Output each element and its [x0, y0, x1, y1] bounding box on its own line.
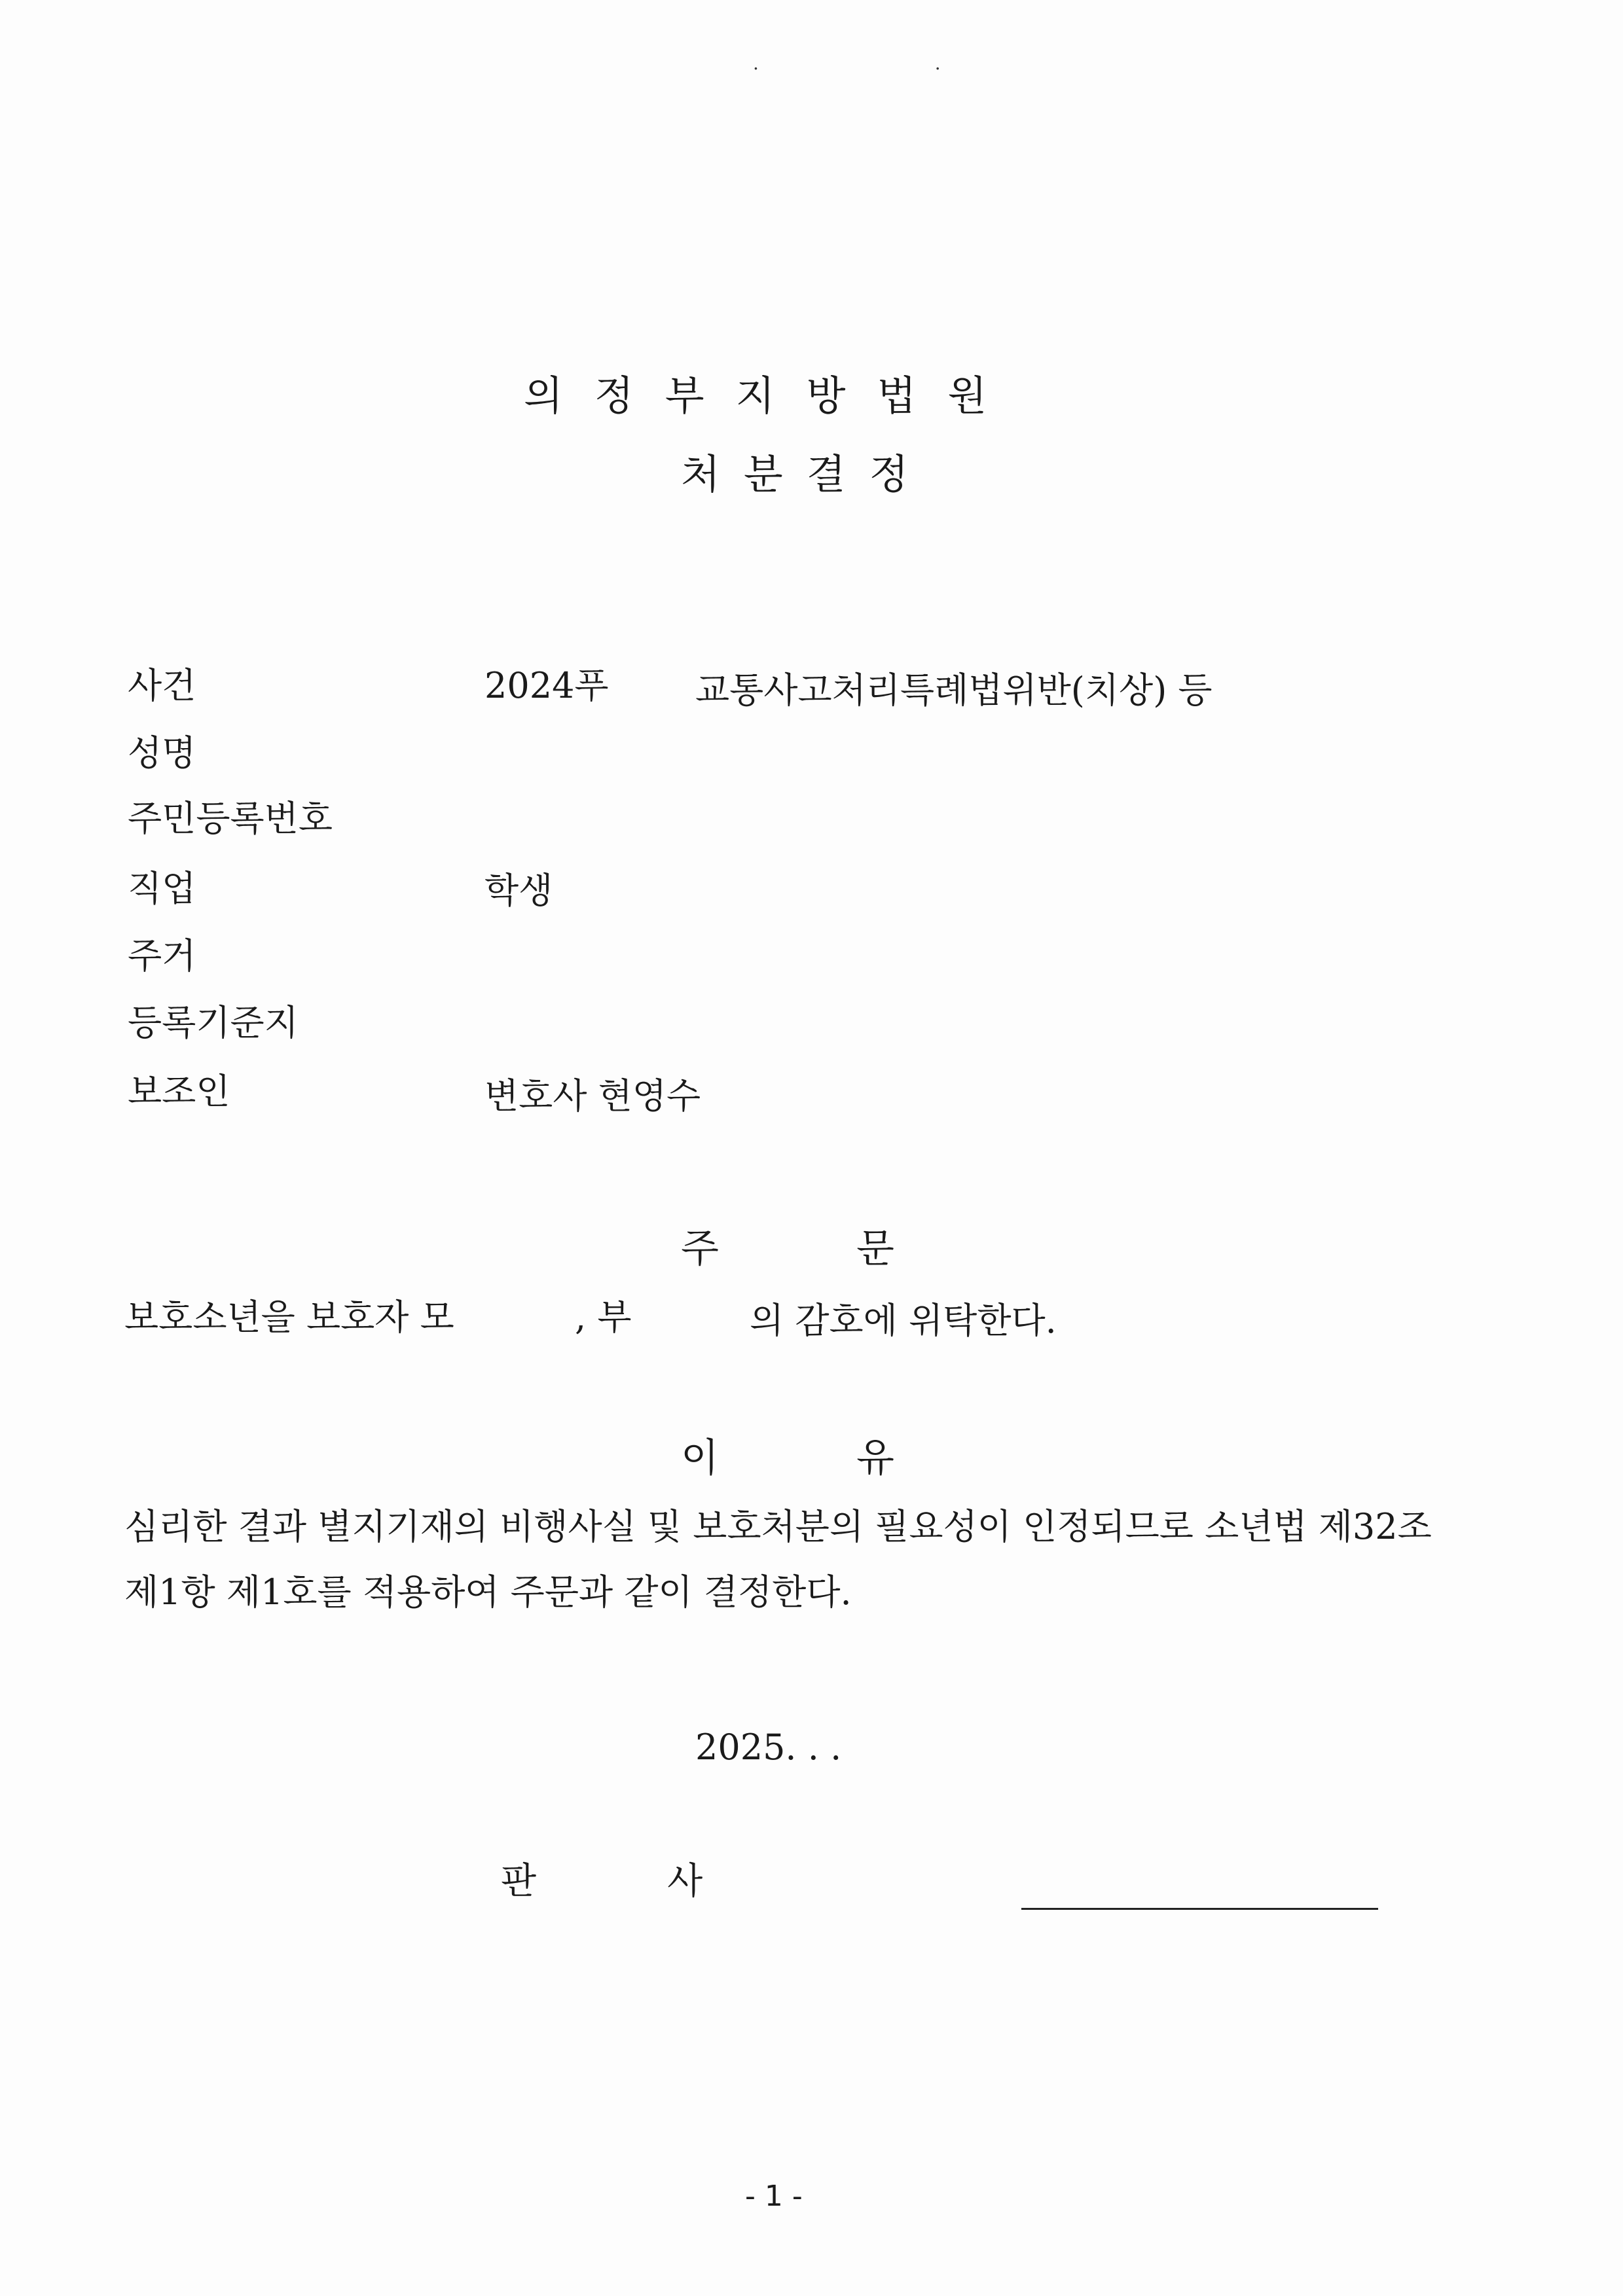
court-name: 의정부지방법원	[524, 372, 1019, 420]
order-text-part3: 의 감호에 위탁한다.	[750, 1300, 1057, 1341]
order-heading: 주문	[681, 1226, 1032, 1272]
judge-label: 판사	[501, 1860, 834, 1903]
reason-heading: 이유	[681, 1435, 1032, 1481]
field-label-case: 사건	[128, 665, 196, 706]
field-label-residence: 주거	[128, 935, 196, 977]
case-name: 교통사고처리특례법위반(치상) 등	[695, 670, 1213, 711]
reason-line-1: 심리한 결과 별지기재의 비행사실 및 보호처분의 필요성이 인정되므로 소년법 제32조	[124, 1506, 1432, 1547]
document-title: 처분결정	[681, 450, 932, 498]
signature-line	[1021, 1908, 1378, 1910]
field-label-name: 성명	[128, 732, 196, 774]
field-value-assistant: 변호사 현영수	[484, 1075, 701, 1117]
page-number: - 1 -	[745, 2179, 803, 2213]
field-label-registration-base: 등록기준지	[128, 1002, 299, 1043]
field-value-occupation: 학생	[484, 870, 553, 911]
top-marks: . .	[753, 52, 1026, 74]
field-label-assistant: 보조인	[128, 1071, 230, 1112]
order-text-part1: 보호소년을 보호자 모	[124, 1297, 454, 1338]
case-number: 2024푸	[484, 665, 609, 706]
reason-line-2: 제1항 제1호를 적용하여 주문과 같이 결정한다.	[124, 1571, 852, 1613]
order-text-part2: , 부	[575, 1297, 632, 1338]
field-label-resident-number: 주민등록번호	[128, 798, 333, 839]
decision-date: 2025. . .	[695, 1727, 842, 1768]
field-label-occupation: 직업	[128, 868, 196, 909]
